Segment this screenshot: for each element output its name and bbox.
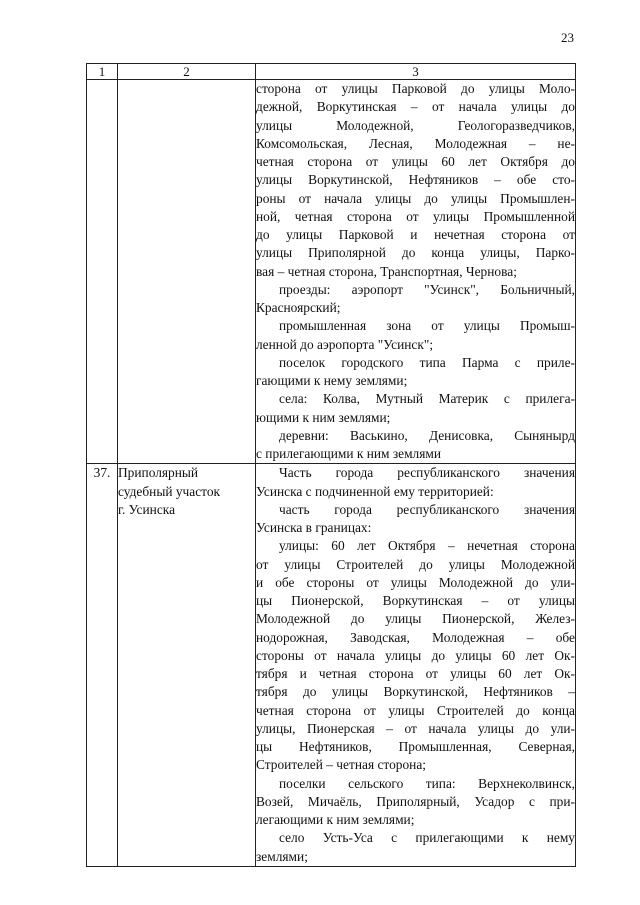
- page-number: 23: [561, 30, 574, 45]
- territory-line: ной, четная сторона от улицы Промышленной: [256, 208, 575, 224]
- territory-line: с прилегающими к ним землями: [256, 446, 442, 461]
- court-name-line: г. Усинска: [118, 502, 176, 518]
- territory-line: цы Нефтяников, Промышленная, Северная,: [256, 739, 575, 754]
- court-name-cell: [118, 464, 256, 867]
- territory-line: часть города республиканского значения: [279, 501, 575, 517]
- court-name-line: судебный участок: [118, 483, 221, 499]
- territory-line: до улицы Парковой и нечетная сторона от: [256, 227, 575, 242]
- table-header-row: [87, 64, 576, 80]
- territory-cell: [256, 80, 576, 464]
- column-header-3: 3: [256, 64, 576, 80]
- territory-line: улицы: 60 лет Октября – нечетная сторона: [279, 538, 575, 554]
- territory-line: село Усть-Уса с прилегающими к нему: [279, 830, 575, 846]
- territory-line: четная сторона от улицы 60 лет Октября до: [256, 154, 575, 169]
- territory-line: и обе стороны от улицы Молодежной до ули-: [256, 574, 575, 590]
- territory-line: тября и четная сторона от улицы 60 лет Ок-: [256, 666, 575, 681]
- territory-line: поселки сельского типа: Верхнеколвинск,: [279, 775, 575, 791]
- row-number-cell: [87, 80, 118, 464]
- territory-line: Возей, Мичаёль, Приполярный, Усадор с при-: [256, 793, 575, 809]
- territory-line: тября до улицы Воркутинской, Нефтяников –: [256, 684, 575, 700]
- court-name-cell: [118, 80, 256, 464]
- column-header-1: 1: [87, 64, 118, 80]
- territory-line: проезды: аэропорт "Усинск", Больничный,: [279, 281, 575, 297]
- territory-line: села: Колва, Мутный Материк с прилега-: [279, 391, 575, 407]
- table-row-continued: [87, 80, 576, 464]
- territory-line: ющими к ним землями;: [256, 409, 391, 425]
- territory-line: вая – четная сторона, Транспортная, Чернова;: [256, 263, 517, 279]
- territory-line: улицы Воркутинской, Нефтяников – обе сто-: [256, 172, 575, 188]
- courts-table: [86, 63, 576, 867]
- court-name-line: Приполярный: [118, 465, 199, 481]
- territory-line: поселок городского типа Парма с приле-: [279, 354, 575, 370]
- territory-line: Красноярский;: [256, 300, 341, 315]
- table-row-37: [87, 464, 576, 867]
- territory-line: улицы Молодежной, Геологоразведчиков,: [256, 117, 575, 133]
- territory-line: четная сторона от улицы Строителей до конца: [256, 702, 575, 718]
- territory-line: промышленная зона от улицы Промыш-: [279, 318, 575, 334]
- territory-line: Комсомольская, Лесная, Молодежная – не-: [256, 135, 575, 151]
- territory-line: дежной, Воркутинская – от начала улицы до: [256, 99, 575, 115]
- territory-line: землями;: [256, 848, 308, 864]
- territory-line: Усинска с подчиненной ему территорией:: [256, 483, 494, 499]
- territory-line: гающими к нему землями;: [256, 373, 408, 388]
- territory-line: Усинска в границах:: [256, 520, 372, 535]
- territory-line: улицы Приполярной до конца улицы, Парко-: [256, 245, 575, 261]
- territory-line: роны от начала улицы до улицы Промышлен-: [256, 190, 575, 206]
- territory-line: легающими к ним землями;: [256, 812, 415, 827]
- territory-line: ленной до аэропорта "Усинск";: [256, 336, 434, 352]
- territory-line: деревни: Васькино, Денисовка, Сынянырд: [279, 427, 575, 443]
- territory-line: цы Пионерской, Воркутинская – от улицы: [256, 593, 575, 608]
- territory-line: Строителей – четная сторона;: [256, 757, 426, 773]
- territory-line: нодорожная, Заводская, Молодежная – обе: [256, 629, 575, 645]
- territory-line: Молодежной до улицы Пионерской, Желез-: [256, 611, 575, 627]
- row-number-cell: 37.: [87, 464, 118, 867]
- territory-line: Часть города республиканского значения: [279, 465, 575, 481]
- territory-line: от улицы Строителей до улицы Молодежной: [256, 556, 575, 572]
- territory-cell: [256, 464, 576, 867]
- territory-line: улицы, Пионерская – от начала улицы до ули-: [256, 720, 575, 736]
- territory-line: сторона от улицы Парковой до улицы Моло-: [256, 81, 575, 96]
- column-header-2: 2: [118, 64, 256, 80]
- territory-line: стороны от начала улицы до улицы 60 лет Ок-: [256, 647, 575, 663]
